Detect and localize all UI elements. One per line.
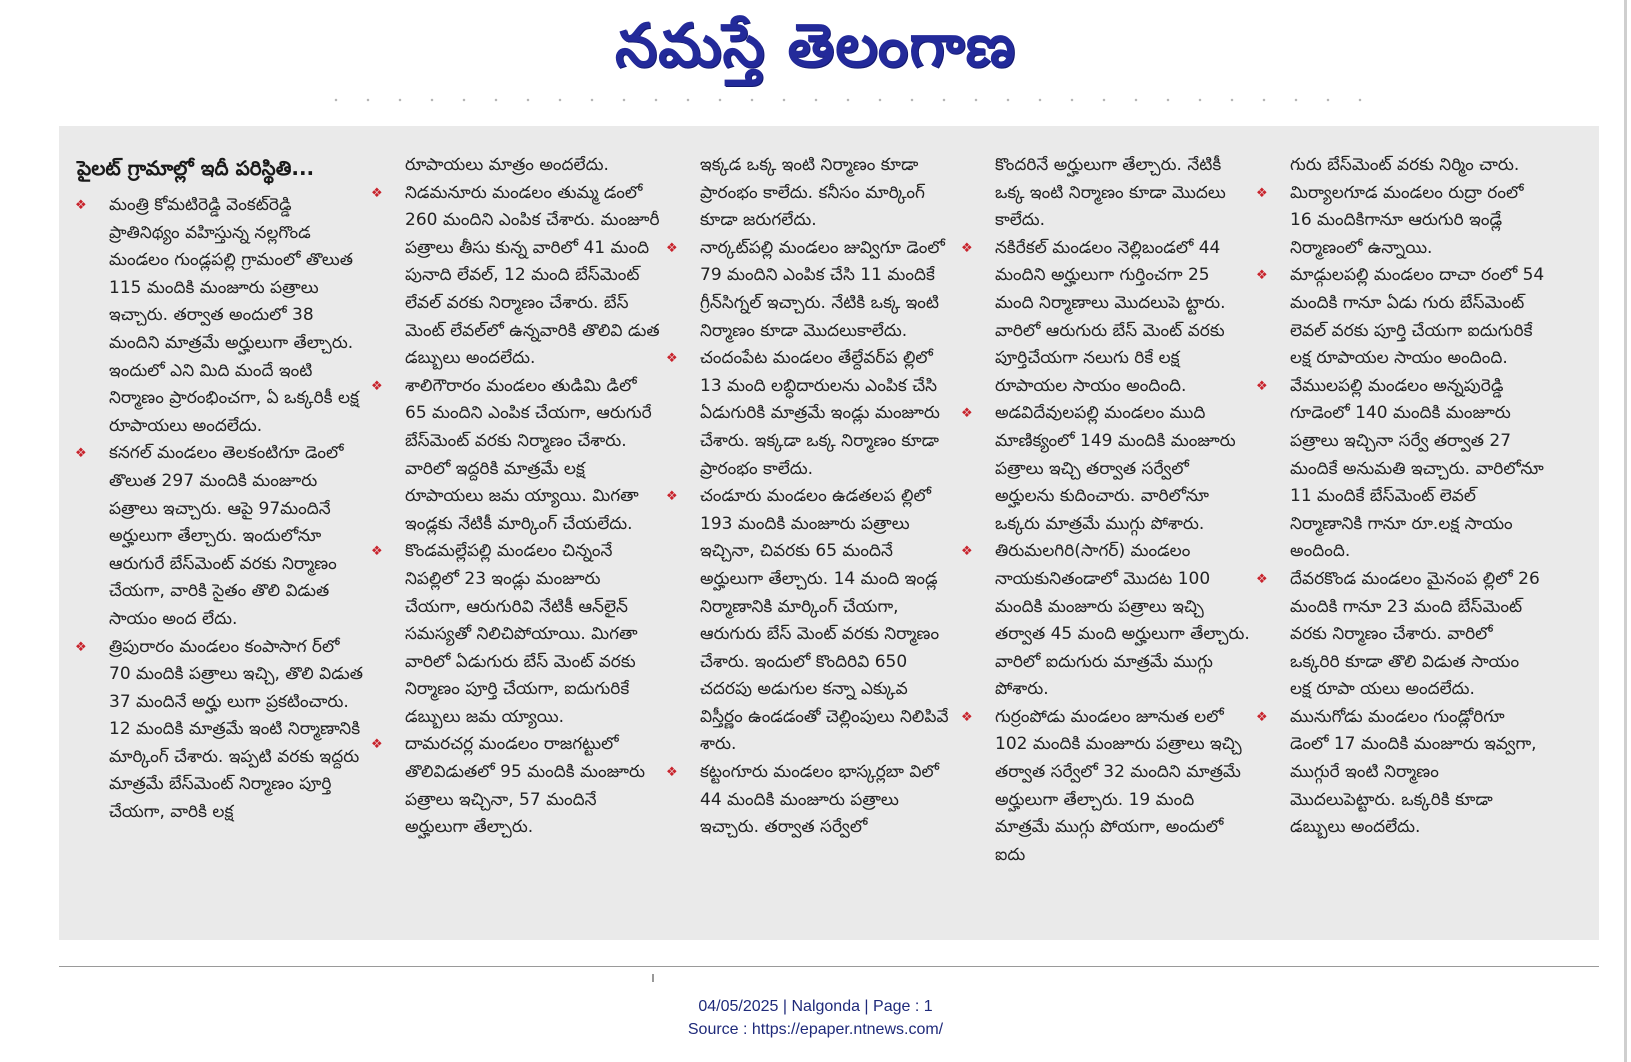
article-column-1 <box>109 192 364 827</box>
article-panel <box>59 126 1599 940</box>
bulleted-paragraph: ❖ దేవరకొండ మండలం మైనంప ల్లిలో 26 మందికి గానూ 23 మంది బేస్‌మెంట్ వరకు నిర్మాణం చేశారు. వారిలో ఒక్కరిరి కూడా తొలి విడుత సాయం లక్ష రూపా యలు అందలేదు. <box>1290 566 1545 704</box>
bulleted-paragraph: ❖ దామరచర్ల మండలం రాజగట్టులో తొలివిడుతలో 95 మందికి మంజూరు పత్రాలు ఇచ్చినా, 57 మందినే అర్హులుగా తేల్చారు. <box>405 731 660 841</box>
bulleted-paragraph: ❖ గుర్రంపోడు మండలం జూనుత లలో 102 మందికి మంజూరు పత్రాలు ఇచ్చి తర్వాత సర్వేలో 32 మందిని మాత్రమే అర్హులుగా తేల్చారు. 19 మంది మాత్రమే ముగ్గు పోయగా, అందులో ఐదు <box>995 704 1250 870</box>
article-columns <box>59 126 1599 940</box>
bulleted-paragraph: ❖ నార్కట్‌పల్లి మండలం జువ్విగూ డెంలో 79 మందిని ఎంపిక చేసి 11 మందికే గ్రీన్‌సిగ్నల్ ఇచ్చారు. నేటికి ఒక్క ఇంటి నిర్మాణం కూడా మొదలుకాలేదు. <box>700 235 955 345</box>
footer-source: Source : https://epaper.ntnews.com/ <box>687 1021 944 1038</box>
bulleted-paragraph: ❖ మిర్యాలగూడ మండలం రుద్రా రంలో 16 మందికిగానూ ఆరుగురి ఇండ్లే నిర్మాణంలో ఉన్నాయి. <box>1290 180 1545 263</box>
bulleted-paragraph: ❖ తిరుమలగిరి(సాగర్) మండలం నాయకునితండాలో మొదట 100 మందికి మంజూరు పత్రాలు ఇచ్చి తర్వాత 45 మంది అర్హులుగా తేల్చారు. వారిలో ఐదుగురు మాత్రమే ముగ్గు పోశారు. <box>995 538 1250 704</box>
clipped-text-remnant <box>320 96 1380 104</box>
article-column-5 <box>1290 152 1545 842</box>
newspaper-logo: నమస్తే తెలంగాణ <box>614 11 1017 81</box>
bulleted-paragraph: ❖ మంత్రి కోమటిరెడ్డి వెంకట్‌రెడ్డి ప్రాతినిథ్యం వహిస్తున్న నల్లగొండ మండలం గుండ్లపల్లి గ్రామంలో తొలుత 115 మందికి మంజూరు పత్రాలు ఇచ్చారు. తర్వాత అందులో 38 మందిని మాత్రమే అర్హులుగా తేల్చారు. ఇందులో ఎని మిది మందే ఇంటి నిర్మాణం ప్రారంభించగా, ఏ ఒక్కరికీ లక్ష రూపాయలు అందలేదు. <box>109 192 364 440</box>
article-column-2 <box>405 152 660 842</box>
bulleted-paragraph: ❖ శాలిగౌరారం మండలం తుడిమి డిలో 65 మందిని ఎంపిక చేయగా, ఆరుగురే బేస్‌మెంట్ వరకు నిర్మాణం చేశారు. వారిలో ఇద్దరికి మాత్రమే లక్ష రూపాయలు జమ య్యాయి. మిగతా ఇండ్లకు నేటికీ మార్కింగ్ చేయలేదు. <box>405 373 660 539</box>
bulleted-paragraph: ❖ త్రిపురారం మండలం కంపాసాగ ర్‌లో 70 మందికి పత్రాలు ఇచ్చి, తొలి విడుత 37 మందినే అర్హు లుగా ప్రకటించారు. 12 మందికి మాత్రమే ఇంటి నిర్మాణానికి మార్కింగ్ చేశారు. ఇప్పటి వరకు ఇద్దరు మాత్రమే బేస్‌మెంట్ నిర్మాణం పూర్తి చేయగా, వారికి లక్ష <box>109 634 364 827</box>
article-headline: పైలట్ గ్రామాల్లో ఇదీ పరిస్థితి... <box>77 156 315 180</box>
bulleted-paragraph: ❖ మునుగోడు మండలం గుండ్లోరిగూ డెంలో 17 మందికి మంజూరు ఇవ్వగా, ముగ్గురే ఇంటి నిర్మాణం మొదలుపెట్టారు. ఒక్కరికి కూడా డబ్బులు అందలేదు. <box>1290 704 1545 842</box>
bulleted-paragraph: ❖ కొండమల్లేపల్లి మండలం చిన్నంనే నిపల్లిలో 23 ఇండ్లు మంజూరు చేయగా, ఆరుగురివి నేటికీ ఆన్‌లైన్ సమస్యతో నిలిచిపోయాయి. మిగతా వారిలో ఏడుగురు బేస్ మెంట్ వరకు నిర్మాణం పూర్తి చేయగా, ఐదుగురికే డబ్బులు జమ య్యాయి. <box>405 538 660 731</box>
continued-paragraph: గురు బేస్‌మెంట్ వరకు నిర్మిం చారు. <box>1290 155 1520 175</box>
bulleted-paragraph: ❖ కనగల్ మండలం తెలకంటిగూ డెంలో తొలుత 297 మందికి మంజూరు పత్రాలు ఇచ్చారు. ఆపై 97మందినే అర్హులుగా తేల్చారు. ఇందులోనూ ఆరుగురే బేస్‌మెంట్ వరకు నిర్మాణం చేయగా, వారికి సైతం తొలి విడుత సాయం అంద లేదు. <box>109 440 364 633</box>
bulleted-paragraph: ❖ వేములపల్లి మండలం అన్నపురెడ్డి గూడెంలో 140 మందికి మంజూరు పత్రాలు ఇచ్చినా సర్వే తర్వాత 27 మందికే అనుమతి ఇచ్చారు. వారిలోనూ 11 మందికే బేస్‌మెంట్ లెవల్ నిర్మాణానికి గానూ రూ.లక్ష సాయం అందింది. <box>1290 373 1545 566</box>
bulleted-paragraph: ❖ కట్టంగూరు మండలం భాస్కర్లబా విలో 44 మందికి మంజూరు పత్రాలు ఇచ్చారు. తర్వాత సర్వేలో <box>700 759 955 842</box>
bulleted-paragraph: ❖ అడవిదేవులపల్లి మండలం ముది మాణిక్యంలో 149 మందికి మంజూరు పత్రాలు ఇచ్చి తర్వాత సర్వేలో అర్హులను కుదించారు. వారిలోనూ ఒక్కరు మాత్రమే ముగ్గు పోశారు. <box>995 400 1250 538</box>
continued-paragraph: కొందరినే అర్హులుగా తేల్చారు. నేటికీ ఒక్క ఇంటి నిర్మాణం కూడా మొదలు కాలేదు. <box>995 155 1226 231</box>
page-edge-rule <box>1624 0 1627 1062</box>
article-column-3 <box>700 152 955 842</box>
bulleted-paragraph: ❖ నకిరేకల్ మండలం నెల్లిబండలో 44 మందిని అర్హులుగా గుర్తించగా 25 మంది నిర్మాణాలు మొదలుపె ట్టారు. వారిలో ఆరుగురు బేస్ మెంట్ వరకు పూర్తిచేయగా నలుగు రికే లక్ష రూపాయల సాయం అందింది. <box>995 235 1250 401</box>
continued-paragraph: ఇక్కడ ఒక్క ఇంటి నిర్మాణం కూడా ప్రారంభం కాలేదు. కనీసం మార్కింగ్ కూడా జరుగలేదు. <box>700 155 925 231</box>
bulleted-paragraph: ❖ చందంపేట మండలం తేల్దేవర్‌ప ల్లిలో 13 మంది లబ్ధిదారులను ఎంపిక చేసి ఏడుగురికి మాత్రమే ఇండ్లు మంజూరు చేశారు. ఇక్కడా ఒక్క నిర్మాణం కూడా ప్రారంభం కాలేదు. <box>700 345 955 483</box>
bulleted-paragraph: ❖ నిడమనూరు మండలం తుమ్మ డంలో 260 మందిని ఎంపిక చేశారు. మంజూరీ పత్రాలు తీసు కున్న వారిలో 41 మంది పునాది లేవల్, 12 మంది బేస్‌మెంట్ లేవల్ వరకు నిర్మాణం చేశారు. బేస్ మెంట్ లేవల్‌లో ఉన్నవారికి తొలివి డుత డబ్బులు అందలేదు. <box>405 180 660 373</box>
bulleted-paragraph: ❖ చండూరు మండలం ఉడతలప ల్లిలో 193 మందికి మంజూరు పత్రాలు ఇచ్చినా, చివరకు 65 మందినే అర్హులుగా తేల్చారు. 14 మంది ఇండ్ల నిర్మాణానికి మార్కింగ్ చేయగా, ఆరుగురు బేస్ మెంట్ వరకు నిర్మాణం చేశారు. ఇందులో కొందిరివి 650 చదరపు అడుగుల కన్నా ఎక్కువ విస్తీర్ణం ఉండడంతో చెల్లింపులు నిలిపివే శారు. <box>700 483 955 759</box>
article-column-4 <box>995 152 1250 869</box>
bulleted-paragraph: ❖ మాడ్గులపల్లి మండలం దాచా రంలో 54 మందికి గానూ ఏడు గురు బేస్‌మెంట్ లెవల్ వరకు పూర్తి చేయగా ఐదుగురికే లక్ష రూపాయల సాయం అందింది. <box>1290 262 1545 372</box>
footer-dateline: 04/05/2025 | Nalgonda | Page : 1 <box>698 998 933 1015</box>
fold-tick <box>652 974 654 982</box>
footer-rule <box>59 966 1599 967</box>
continued-paragraph: రూపాయలు మాత్రం అందలేదు. <box>405 155 609 175</box>
masthead <box>0 6 1631 86</box>
